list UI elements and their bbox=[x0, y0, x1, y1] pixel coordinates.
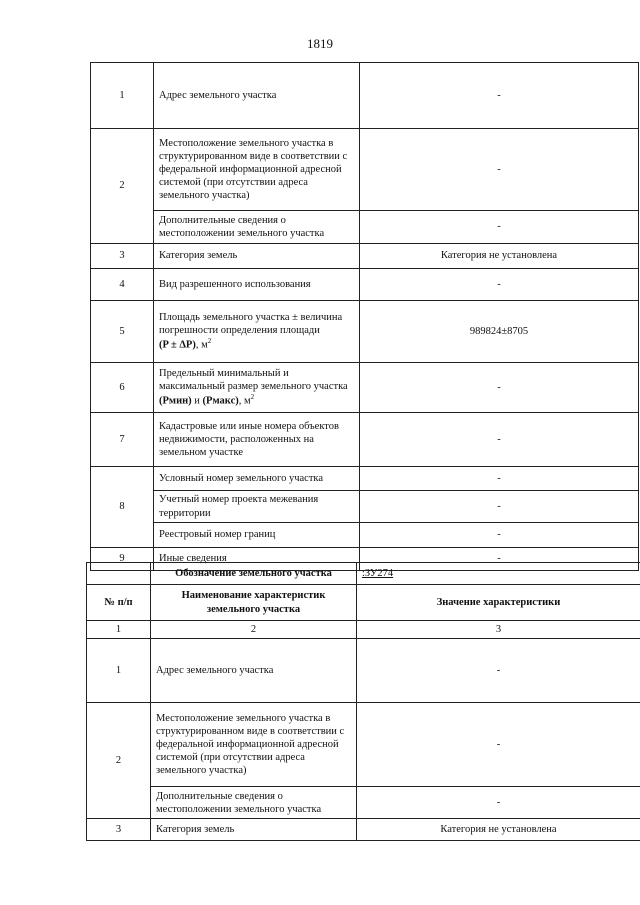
row-number: 5 bbox=[91, 301, 154, 363]
characteristic-name bbox=[154, 301, 360, 363]
characteristic-name: Дополнительные сведения о местоположении земельного участка bbox=[154, 211, 360, 244]
header-row bbox=[87, 585, 640, 621]
characteristic-name: Дополнительные сведения о местоположении земельного участка bbox=[151, 787, 357, 819]
row-number: 9 bbox=[91, 548, 154, 571]
characteristic-name: Кадастровые или иные номера объектов недвижимости, расположенных на земельном участке bbox=[154, 413, 360, 467]
row-number: 3 bbox=[87, 819, 151, 841]
row-number: 2 bbox=[87, 703, 151, 819]
column-number-row bbox=[87, 621, 640, 639]
characteristic-value: - bbox=[360, 413, 639, 467]
characteristic-name: Местоположение земельного участка в структурированном виде в соответствии с федеральной информационной адресной системой (при отсутствии адреса земельного участка) bbox=[154, 129, 360, 211]
row-number: 3 bbox=[91, 244, 154, 269]
characteristic-value: - bbox=[360, 548, 639, 571]
designation-code: :ЗУ274 bbox=[362, 567, 394, 579]
table-row bbox=[91, 523, 639, 548]
row-number: 8 bbox=[91, 467, 154, 548]
unit-superscript: 2 bbox=[207, 337, 212, 346]
name-unit: , м bbox=[238, 395, 251, 407]
table-row bbox=[91, 269, 639, 301]
table-row bbox=[87, 819, 640, 841]
name-formula-min: (Pмин) bbox=[159, 395, 192, 407]
row-number: 4 bbox=[91, 269, 154, 301]
characteristic-name: Учетный номер проекта межевания территории bbox=[154, 491, 360, 523]
name-unit: , м bbox=[195, 339, 208, 351]
characteristic-value: Категория не установлена bbox=[357, 819, 640, 841]
name-formula: (P ± ΔP) bbox=[159, 339, 196, 351]
characteristic-value: - bbox=[360, 363, 639, 413]
name-text: Площадь земельного участка ± величина погрешности определения площади bbox=[159, 312, 343, 337]
table-row bbox=[91, 467, 639, 491]
characteristic-value: - bbox=[360, 467, 639, 491]
characteristic-value: - bbox=[360, 523, 639, 548]
table-row bbox=[87, 639, 640, 703]
characteristic-value: - bbox=[360, 129, 639, 211]
row-number: 6 bbox=[91, 363, 154, 413]
table-row bbox=[91, 301, 639, 363]
row-number: 2 bbox=[91, 129, 154, 244]
characteristic-value: - bbox=[357, 639, 640, 703]
characteristic-value: - bbox=[360, 63, 639, 129]
column-number: 3 bbox=[357, 621, 640, 639]
parcel-table-zu274 bbox=[86, 562, 640, 841]
header-value: Значение характеристики bbox=[357, 585, 640, 621]
characteristic-name: Адрес земельного участка bbox=[151, 639, 357, 703]
table-row bbox=[91, 363, 639, 413]
name-text: Предельный минимальный и максимальный размер земельного участка bbox=[159, 368, 348, 393]
table-row bbox=[91, 491, 639, 523]
characteristic-name: Реестровый номер границ bbox=[154, 523, 360, 548]
row-number: 7 bbox=[91, 413, 154, 467]
characteristic-value: - bbox=[357, 787, 640, 819]
row-number: 1 bbox=[87, 639, 151, 703]
characteristic-name: Адрес земельного участка bbox=[154, 63, 360, 129]
characteristic-value: Категория не установлена bbox=[360, 244, 639, 269]
characteristic-name: Условный номер земельного участка bbox=[154, 467, 360, 491]
header-name: Наименование характеристик земельного участка bbox=[151, 585, 357, 621]
characteristic-value: - bbox=[360, 269, 639, 301]
unit-superscript: 2 bbox=[250, 393, 255, 402]
name-formula-max: (Pмакс) bbox=[202, 395, 239, 407]
page-number: 1819 bbox=[307, 36, 333, 51]
column-number: 1 bbox=[87, 621, 151, 639]
table-row bbox=[91, 413, 639, 467]
designation-label: Обозначение земельного участка bbox=[151, 563, 357, 585]
characteristic-name: Категория земель bbox=[154, 244, 360, 269]
column-number: 2 bbox=[151, 621, 357, 639]
table-row bbox=[87, 703, 640, 787]
parcel-table-continued bbox=[90, 62, 639, 571]
designation-row bbox=[87, 563, 640, 585]
characteristic-name: Категория земель bbox=[151, 819, 357, 841]
characteristic-value: - bbox=[360, 491, 639, 523]
characteristic-value: - bbox=[360, 211, 639, 244]
table-row bbox=[91, 129, 639, 211]
table-row bbox=[91, 63, 639, 129]
table-row bbox=[91, 211, 639, 244]
characteristic-name: Вид разрешенного использования bbox=[154, 269, 360, 301]
row-number: 1 bbox=[91, 63, 154, 129]
characteristic-value: 989824±8705 bbox=[360, 301, 639, 363]
characteristic-name: Местоположение земельного участка в структурированном виде в соответствии с федеральной информационной адресной системой (при отсутствии адреса земельного участка) bbox=[151, 703, 357, 787]
table-row bbox=[91, 244, 639, 269]
table-row bbox=[87, 787, 640, 819]
name-conjunction: и bbox=[191, 395, 203, 407]
characteristic-name: Иные сведения bbox=[154, 548, 360, 571]
header-number: № п/п bbox=[87, 585, 151, 621]
designation-value bbox=[357, 563, 640, 585]
characteristic-name bbox=[154, 363, 360, 413]
characteristic-value: - bbox=[357, 703, 640, 787]
